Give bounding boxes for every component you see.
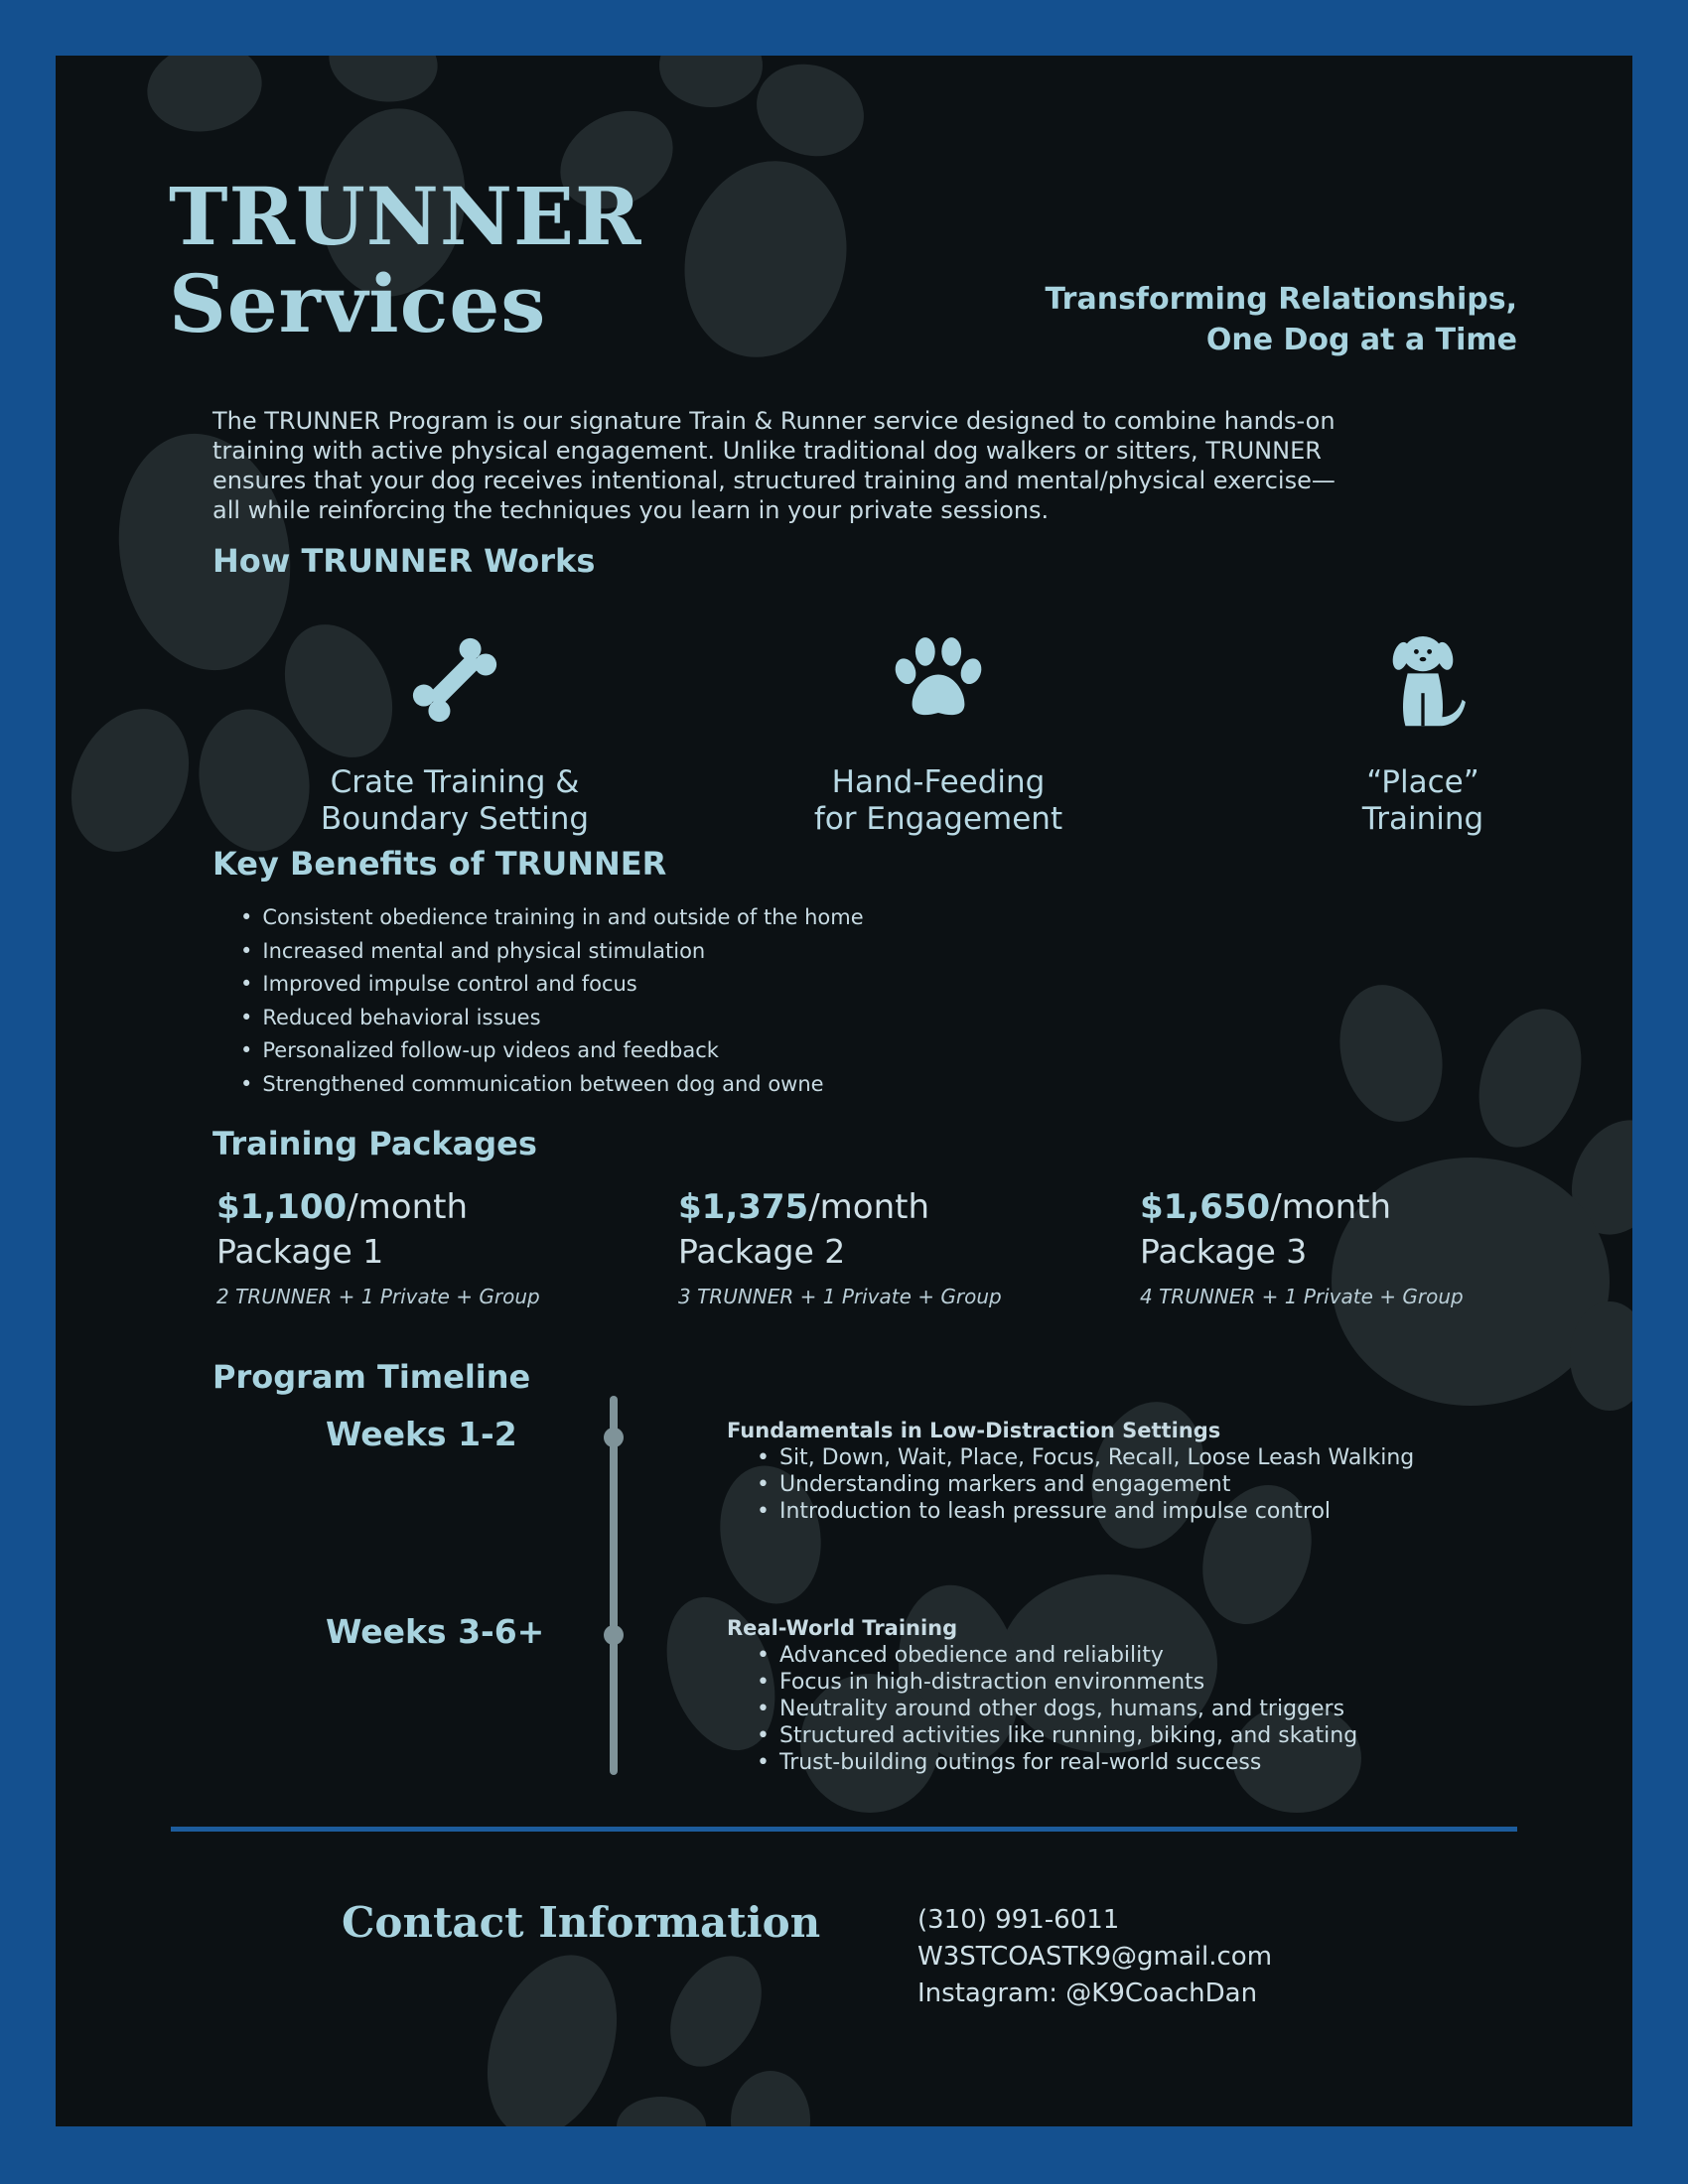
- intro-line4: all while reinforcing the techniques you learn in your private sessions.: [212, 496, 1050, 524]
- timeline-weeks-1-2: Weeks 1-2: [326, 1415, 517, 1453]
- package-price: $1,375: [678, 1187, 809, 1227]
- package-card-2: [678, 1185, 1075, 1308]
- contact-details: [917, 1902, 1272, 2012]
- phase-title: Real-World Training: [727, 1616, 958, 1640]
- list-item: • Consistent obedience training in and outside of the home: [240, 901, 864, 935]
- intro-line1: The TRUNNER Program is our signature Train & Runner service designed to combine hands-on: [212, 407, 1336, 435]
- phase-title: Fundamentals in Low-Distraction Settings: [727, 1419, 1221, 1442]
- feature-label-line1: “Place”: [1366, 764, 1479, 800]
- list-item: • Sit, Down, Wait, Place, Focus, Recall, Loose Leash Walking: [757, 1444, 1561, 1471]
- package-card-3: [1140, 1185, 1537, 1308]
- package-detail: 4 TRUNNER + 1 Private + Group: [1140, 1285, 1464, 1308]
- contact-phone: (310) 991-6011: [917, 1905, 1120, 1935]
- intro-paragraph: [212, 406, 1493, 525]
- flyer-page: [56, 56, 1632, 2126]
- feature-label-line2: Boundary Setting: [320, 801, 590, 837]
- dog-icon: [1368, 625, 1477, 735]
- list-item: • Focus in high-distraction environments: [757, 1669, 1561, 1696]
- tagline-line2: One Dog at a Time: [1205, 323, 1517, 357]
- package-name: Package 3: [1140, 1232, 1308, 1271]
- list-item: • Improved impulse control and focus: [240, 968, 864, 1002]
- list-item: • Understanding markers and engagement: [757, 1471, 1561, 1498]
- feature-label-line1: Hand-Feeding: [831, 764, 1046, 800]
- list-item: • Structured activities like running, biking, and skating: [757, 1722, 1561, 1749]
- benefits-heading: Key Benefits of TRUNNER: [212, 845, 667, 883]
- list-item: • Trust-building outings for real-world success: [757, 1749, 1561, 1776]
- list-item: • Neutrality around other dogs, humans, and triggers: [757, 1696, 1561, 1722]
- contact-instagram: Instagram: @K9CoachDan: [917, 1979, 1258, 2008]
- phase-list: [727, 1642, 1561, 1776]
- package-unit: /month: [1270, 1187, 1392, 1227]
- phase-list: [727, 1444, 1561, 1525]
- benefits-list: [240, 901, 864, 1101]
- list-item: • Personalized follow-up videos and feedback: [240, 1034, 864, 1068]
- tagline: [882, 279, 1517, 360]
- package-unit: /month: [808, 1187, 930, 1227]
- bone-icon: [400, 625, 509, 735]
- timeline-phase-1: [727, 1418, 1561, 1525]
- timeline-dot: [604, 1625, 624, 1645]
- list-item: • Introduction to leash pressure and impulse control: [757, 1498, 1561, 1525]
- page-title-line2: Services: [169, 257, 547, 350]
- list-item: • Increased mental and physical stimulation: [240, 935, 864, 969]
- intro-line2: training with active physical engagement. Unlike traditional dog walkers or sitters, TRUNNER: [212, 437, 1322, 465]
- timeline-dot: [604, 1428, 624, 1447]
- package-card-1: [216, 1185, 614, 1308]
- feature-hand-feeding: [760, 625, 1117, 838]
- list-item: • Reduced behavioral issues: [240, 1002, 864, 1035]
- feature-label-line2: for Engagement: [813, 801, 1063, 837]
- package-name: Package 2: [678, 1232, 846, 1271]
- section-divider: [171, 1827, 1517, 1832]
- package-detail: 2 TRUNNER + 1 Private + Group: [216, 1285, 540, 1308]
- tagline-line1: Transforming Relationships,: [1045, 282, 1517, 317]
- package-price: $1,100: [216, 1187, 348, 1227]
- package-name: Package 1: [216, 1232, 384, 1271]
- page-title-line1: TRUNNER: [169, 170, 642, 263]
- paw-icon: [884, 625, 993, 735]
- list-item: • Strengthened communication between dog and owne: [240, 1068, 864, 1102]
- contact-heading: Contact Information: [342, 1898, 821, 1947]
- how-it-works-heading: How TRUNNER Works: [212, 542, 596, 580]
- contact-email: W3STCOASTK9@gmail.com: [917, 1942, 1273, 1972]
- feature-crate-training: [276, 625, 633, 838]
- feature-label-line2: Training: [1361, 801, 1484, 837]
- feature-label-line1: Crate Training &: [330, 764, 580, 800]
- feature-place-training: [1244, 625, 1602, 838]
- list-item: • Advanced obedience and reliability: [757, 1642, 1561, 1669]
- package-unit: /month: [347, 1187, 469, 1227]
- package-detail: 3 TRUNNER + 1 Private + Group: [678, 1285, 1002, 1308]
- package-price: $1,650: [1140, 1187, 1271, 1227]
- packages-heading: Training Packages: [212, 1125, 537, 1162]
- intro-line3: ensures that your dog receives intentional, structured training and mental/physical exercise—: [212, 467, 1336, 494]
- timeline-phase-2: [727, 1615, 1561, 1776]
- timeline-heading: Program Timeline: [212, 1358, 531, 1396]
- timeline-weeks-3-6: Weeks 3-6+: [326, 1612, 545, 1651]
- timeline-line: [610, 1396, 618, 1775]
